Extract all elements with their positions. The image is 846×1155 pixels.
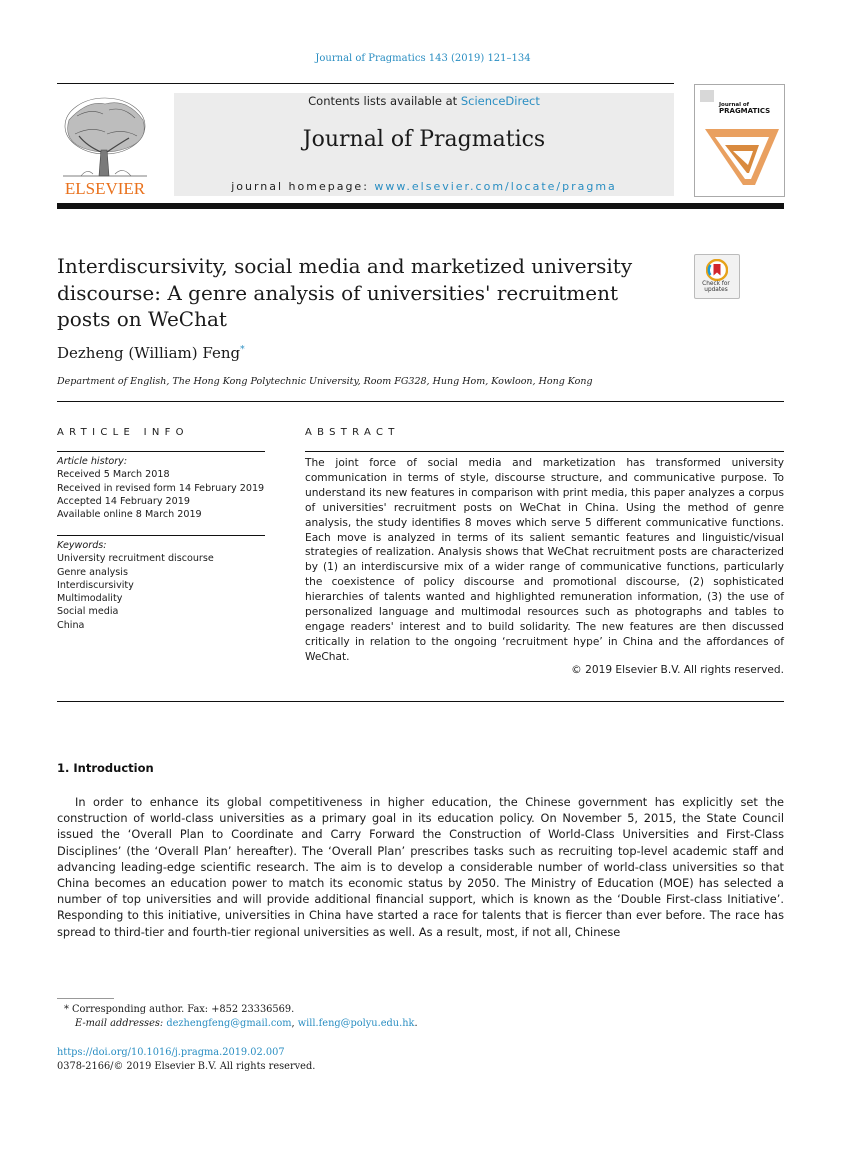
issn-line: 0378-2166/© 2019 Elsevier B.V. All rights reserved. — [57, 1061, 316, 1072]
keywords-list — [57, 539, 272, 632]
history-received: Received 5 March 2018 — [57, 469, 170, 481]
abstract-bottom-rule — [57, 701, 784, 702]
author-affiliation: Department of English, The Hong Kong Polytechnic University, Room FG328, Hung Hom, Kowloon, Hong Kong — [57, 376, 593, 387]
doi-link[interactable]: https://doi.org/10.1016/j.pragma.2019.02.007 — [57, 1047, 285, 1058]
elsevier-wordmark: ELSEVIER — [64, 179, 146, 198]
keyword-item: Interdiscursivity — [57, 579, 134, 591]
elsevier-logo — [57, 90, 153, 198]
cover-title-line2: PRAGMATICS — [719, 107, 771, 115]
abstract-copyright: © 2019 Elsevier B.V. All rights reserved. — [571, 664, 784, 676]
journal-title: Journal of Pragmatics — [302, 127, 546, 152]
corresponding-author-footnote: * Corresponding author. Fax: +852 23336569. — [64, 1004, 295, 1015]
keyword-item: Multimodality — [57, 593, 123, 605]
elsevier-tree-icon — [57, 90, 153, 198]
check-updates-icon — [706, 259, 728, 281]
abstract-text: The joint force of social media and marketization has transformed university communication in terms of style, discourse structure, and communicative purpose. To understand its new features in comparison with print media, this paper analyzes a corpus of universities' recruitment posts on WeChat in China. Using the method of genre analysis, the study identifies 8 moves which serve 5 different communicative functions. Each move is analyzed in terms of its salient semantic features and linguistic/visual strategies of realization. Analysis shows that WeChat recruitment posts are characterized by (1) an interdiscursive mix of a wider range of communicative functions, particularly the coexistence of policy discourse and promotional discourse, (2) sophisticated hierarchies of talents wanted and highlighted remuneration information, (3) the use of personalized language and multimodal resources such as photographs and tables to engage readers' interest and to build solidarity. The new features are then discussed critically in relation to the ongoing ‘recruitment hype’ in China and the affordances of WeChat. — [305, 457, 784, 663]
journal-cover-thumbnail[interactable] — [694, 84, 785, 197]
corresponding-author-mark[interactable]: * — [240, 345, 245, 355]
header-bottom-rule — [57, 203, 784, 209]
abstract-heading: ABSTRACT — [305, 427, 400, 438]
section-heading-introduction: 1. Introduction — [57, 761, 154, 775]
journal-homepage-link[interactable]: www.elsevier.com/locate/pragma — [374, 180, 617, 193]
cover-title — [719, 102, 770, 114]
author-text: Dezheng (William) Feng — [57, 344, 241, 362]
keyword-item: China — [57, 619, 85, 631]
check-label-line1: Check for — [702, 281, 730, 287]
contents-prefix: Contents lists available at — [308, 94, 461, 108]
header-top-rule — [57, 83, 674, 84]
email-footnote — [75, 1018, 418, 1029]
keywords-rule — [57, 535, 265, 536]
journal-reference[interactable]: Journal of Pragmatics 143 (2019) 121–134 — [315, 53, 531, 64]
keyword-item: University recruitment discourse — [57, 553, 214, 565]
keywords-label: Keywords: — [57, 540, 107, 551]
abstract-rule — [305, 451, 784, 452]
title-bottom-rule — [57, 401, 784, 402]
keyword-item: Social media — [57, 606, 119, 618]
email-link-polyu[interactable]: will.feng@polyu.edu.hk — [297, 1018, 415, 1029]
cover-title-line1: Journal of — [719, 102, 750, 108]
paper-title: Interdiscursivity, social media and marketized university discourse: A genre analysis of universities' recruitment posts on WeChat — [57, 254, 633, 331]
email-end: . — [414, 1018, 418, 1029]
email-link-gmail[interactable]: dezhengfeng@gmail.com — [166, 1018, 292, 1029]
doi-line — [57, 1047, 285, 1058]
history-accepted: Accepted 14 February 2019 — [57, 495, 190, 507]
keyword-item: Genre analysis — [57, 566, 128, 578]
history-revised: Received in revised form 14 February 2019 — [57, 482, 265, 494]
check-for-updates-label — [694, 281, 738, 293]
check-label-line2: updates — [704, 287, 728, 293]
article-info-rule — [57, 451, 265, 452]
email-separator: , — [291, 1018, 295, 1029]
journal-homepage-line — [174, 180, 674, 193]
article-history-label: Article history: — [57, 456, 128, 467]
footnote-rule — [57, 998, 114, 999]
introduction-paragraph: In order to enhance its global competitiveness in higher education, the Chinese government has explicitly set the construction of world-class universities as a primary goal in its education policy. On November 5, 2015, the State Council issued the ‘Overall Plan to Coordinate and Carry Forward the Construction of World-Class Universities and First-Class Disciplines’ (the ‘Overall Plan’ hereafter). The ‘Overall Plan’ prescribes tasks such as recruiting top-level academic staff and advancing leading-edge scientific research. The aim is to develop a considerable number of world-class universities so that China becomes an education power to match its economic status by 2050. The Ministry of Education (MOE) has selected a number of top universities and will provide additional financial support, which is known as the ‘Double First-class Initiative’. Responding to this initiative, universities in China have started a race for talents that is fiercer than ever before. The race has spread to third-tier and fourth-tier regional universities as well. As a result, most, if not all, Chinese — [57, 795, 784, 939]
contents-line — [174, 94, 674, 108]
email-label: E-mail addresses: — [75, 1018, 164, 1029]
history-online: Available online 8 March 2019 — [57, 509, 202, 521]
article-history — [57, 455, 272, 521]
homepage-prefix: journal homepage: — [231, 180, 375, 193]
article-info-heading: ARTICLE INFO — [57, 427, 189, 438]
author-name — [57, 344, 245, 362]
sciencedirect-link[interactable]: ScienceDirect — [460, 94, 540, 108]
